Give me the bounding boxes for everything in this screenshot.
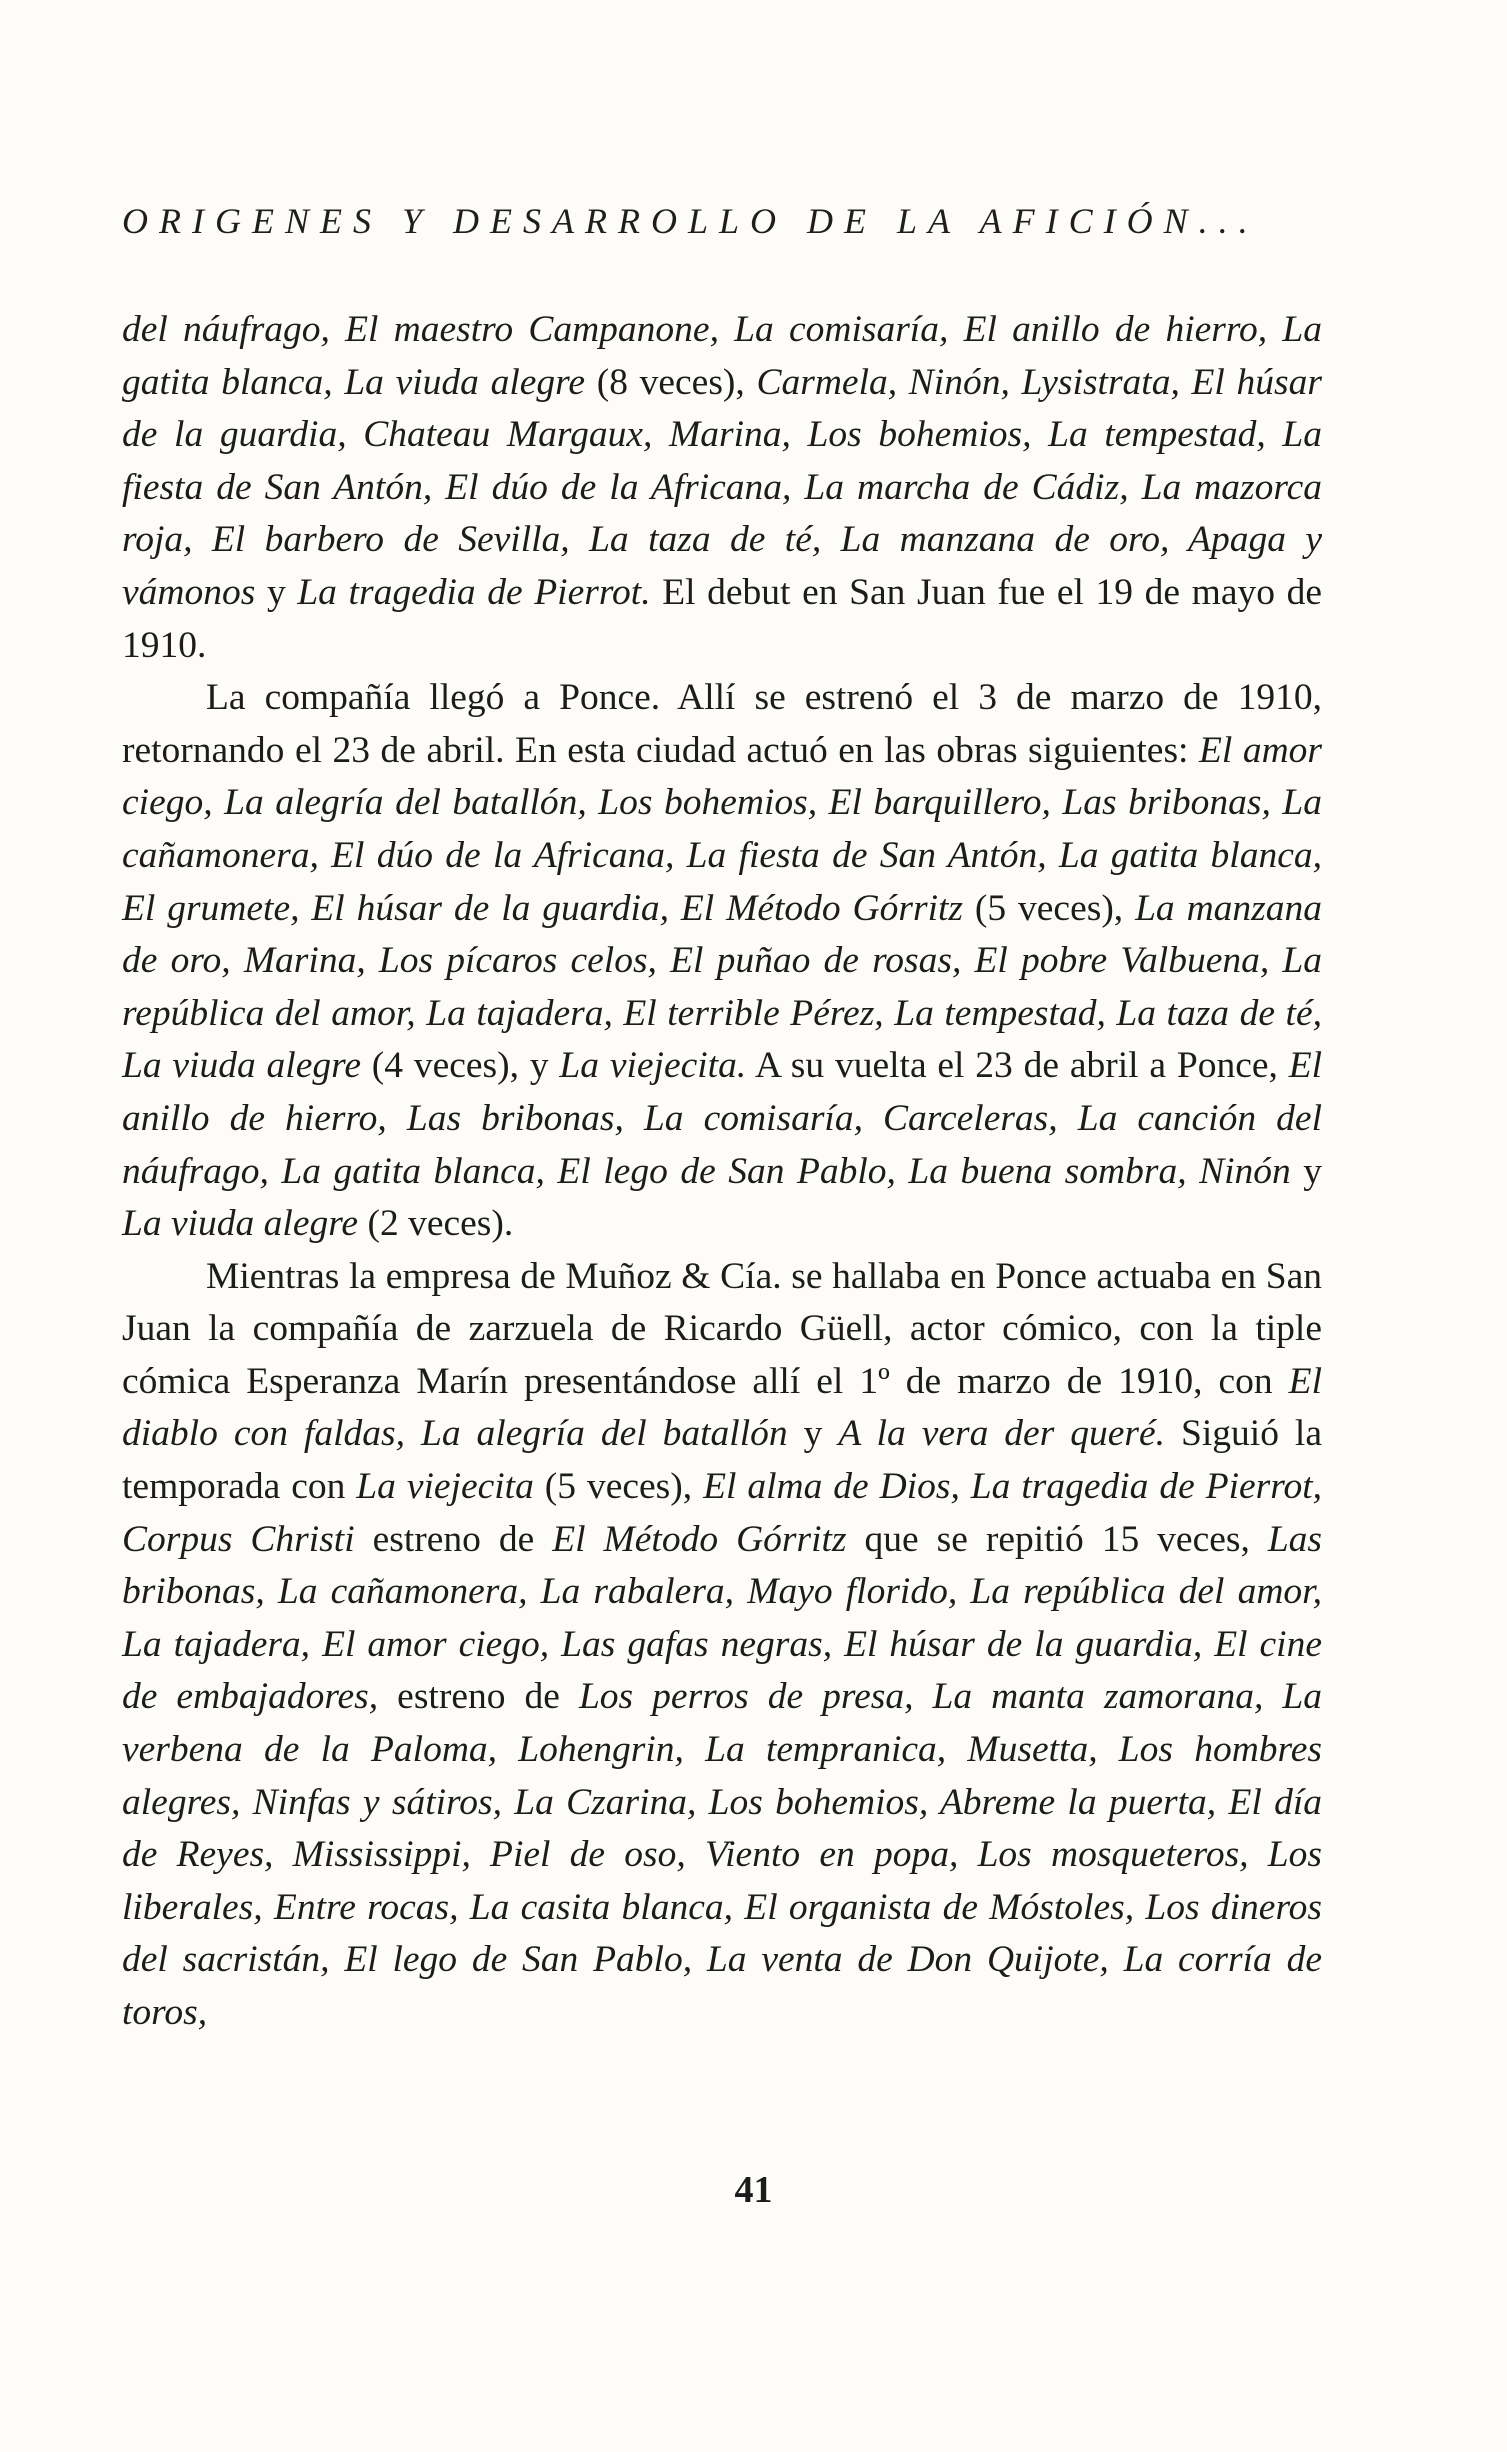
text-run: (5 veces), [963,887,1136,929]
title-run: La manzana de oro, Marina, Los pícaros celos, El puñao de rosas, El pobre Valbuena, La república del amor, La tajadera, El terrible Pérez, La tempestad, La taza de té, La viuda alegre [122,887,1323,1087]
title-run: El amor ciego, La alegría del batallón, Los bohemios, El barquillero, Las bribonas, La cañamonera, El dúo de la Africana, La fiesta de San Antón, La gatita blanca, El grumete, El húsar de la guardia, El Método Górritz [122,729,1322,929]
running-head: ORIGENES Y DESARROLLO DE LA AFICIÓN... [122,201,1259,241]
title-run: El Método Górritz [552,1518,847,1560]
title-run: La viejecita [356,1466,534,1508]
text-run: (5 veces), [533,1466,704,1508]
text-run: y [255,571,298,613]
title-run: El alma de Dios, La tragedia de Pierrot, Corpus Christi [122,1466,1323,1560]
title-run: La tragedia de Pierrot. [297,571,651,613]
title-run: A la vera der queré. [838,1413,1166,1455]
title-run: La viejecita. [559,1045,747,1087]
text-run: estreno de [378,1676,579,1718]
text-run: El debut en San Juan fue el 19 de mayo de 1910. [122,571,1322,666]
title-run: Carmela, Ninón, Lysistrata, El húsar de la guardia, Chateau Margaux, Marina, Los bohemios, La tempestad, La fiesta de San Antón, El dúo de la Africana, La marcha de Cádiz, La mazorca roja, El barbero de Sevilla, La taza de té, La manzana de oro, Apaga y vámonos [122,361,1322,613]
paragraph-1 [122,304,1322,672]
paragraph-3 [122,1251,1322,2040]
text-run: y [787,1413,839,1455]
title-run: Los perros de presa, La manta zamorana, La verbena de la Paloma, Lohengrin, La tempranica, Musetta, Los hombres alegres, Ninfas y sátiros, La Czarina, Los bohemios, Abreme la puerta, El día de Reyes, Mississippi, Piel de oso, Viento en popa, Los mosqueteros, Los liberales, Entre rocas, La casita blanca, El organista de Móstoles, Los dineros del sacristán, El lego de San Pablo, La venta de Don Quijote, La corría de toros, [122,1676,1322,2033]
body-text [122,304,1322,2040]
text-run: A su vuelta el 23 de abril a Ponce, [746,1045,1289,1087]
text-run: que se repitió 15 veces, [846,1518,1268,1560]
text-run: Mientras la empresa de Muñoz & Cía. se hallaba en Ponce actuaba en San Juan la compañía de zarzuela de Ricardo Güell, actor cómico, con la tiple cómica Esperanza Marín presentándose allí el 1º de marzo de 1910, con [122,1255,1322,1402]
text-run: (8 veces), [585,361,757,403]
title-run: La viuda alegre [122,1203,359,1245]
title-run: Las bribonas, La cañamonera, La rabalera, Mayo florido, La república del amor, La tajadera, El amor ciego, Las gafas negras, El húsar de la guardia, El cine de embajadores, [122,1518,1323,1718]
paragraph-2 [122,672,1322,1251]
text-run: (4 veces), y [360,1045,560,1087]
text-run: y [1290,1150,1322,1192]
title-run: del náufrago, El maestro Campanone, La comisaría, El anillo de hierro, La gatita blanca, La viuda alegre [122,309,1322,403]
text-run: Siguió la temporada con [122,1413,1322,1508]
text-run: La compañía llegó a Ponce. Allí se estrenó el 3 de marzo de 1910, retornando el 23 de abril. En esta ciudad actuó en las obras siguientes: [122,677,1322,771]
title-run: El diablo con faldas, La alegría del batallón [122,1360,1322,1455]
text-run: (2 veces). [358,1203,514,1245]
page-number: 41 [734,2169,773,2211]
text-run: estreno de [354,1518,553,1560]
title-run: El anillo de hierro, Las bribonas, La comisaría, Carceleras, La canción del náufrago, La gatita blanca, El lego de San Pablo, La buena sombra, Ninón [122,1045,1323,1192]
